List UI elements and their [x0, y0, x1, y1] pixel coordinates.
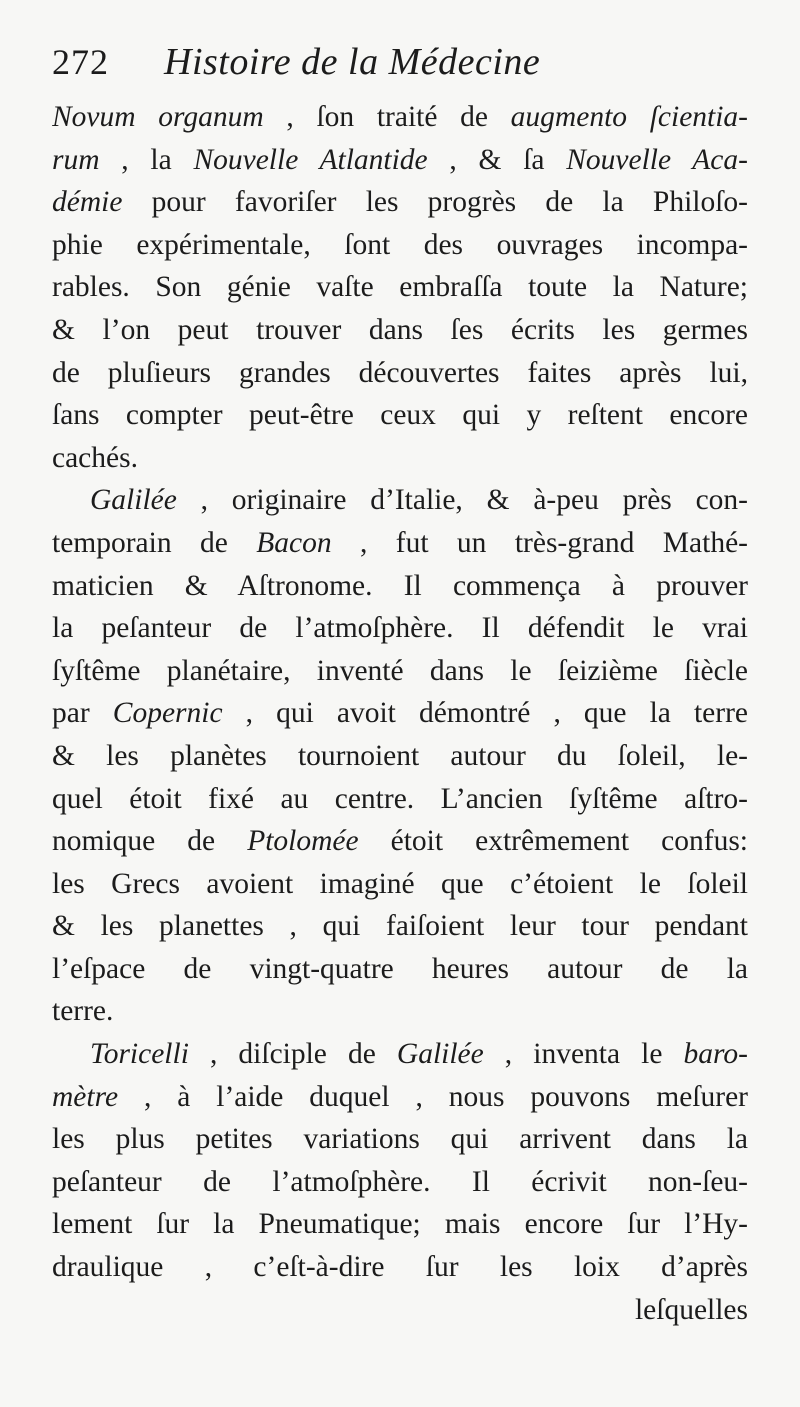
text-fragment: leſquelles: [634, 1293, 748, 1326]
text-fragment: & les planètes tournoient autour du ſoleil, le-: [52, 739, 748, 772]
italic-text: Nouvelle Atlantide: [193, 143, 428, 176]
italic-text: Copernic: [112, 697, 223, 730]
italic-text: rum: [52, 143, 100, 176]
text-fragment: quel étoit fixé au centre. L’ancien ſyſtême aſtro-: [52, 782, 748, 815]
text-line: [52, 905, 748, 948]
text-line: [52, 990, 748, 1033]
text-fragment: de pluſieurs grandes découvertes faites après lui,: [52, 356, 748, 389]
text-fragment: & les planettes , qui faiſoient leur tour pendant: [52, 910, 748, 943]
text-fragment: les plus petites variations qui arrivent dans la: [52, 1123, 748, 1156]
running-title: Histoire de la Médecine: [164, 41, 541, 83]
text-fragment: maticien & Aſtronome. Il commença à prouver: [52, 569, 748, 602]
italic-text: augmento ſcientia-: [510, 101, 748, 133]
italic-text: mètre: [52, 1080, 119, 1113]
text-fragment: , originaire d’Italie, & à-peu près con-: [176, 484, 748, 517]
italic-text: Toricelli: [90, 1038, 189, 1071]
text-line: [52, 1118, 748, 1161]
text-line: [52, 1033, 748, 1076]
text-line: [52, 437, 748, 480]
text-fragment: temporain de: [52, 526, 257, 559]
text-fragment: étoit extrêmement confus:: [358, 825, 748, 858]
text-line: [52, 394, 748, 437]
text-line: [52, 692, 748, 735]
page-number: 272: [52, 42, 109, 82]
text-line: [52, 1076, 748, 1119]
text-fragment: , la: [99, 143, 194, 176]
text-line: [52, 1203, 748, 1246]
text-fragment: , ſon traité de: [263, 101, 511, 133]
text-fragment: phie expérimentale, ſont des ouvrages incompa-: [52, 228, 748, 261]
text-fragment: cachés.: [52, 441, 138, 474]
body-text: [52, 96, 748, 1331]
text-line: [52, 1161, 748, 1204]
text-fragment: lement ſur la Pneumatique; mais encore ſur l’Hy-: [52, 1208, 748, 1241]
text-line: [52, 863, 748, 906]
text-line: [52, 778, 748, 821]
text-line: [52, 479, 748, 522]
text-line: [52, 820, 748, 863]
text-line: [52, 309, 748, 352]
italic-text: Nouvelle Aca-: [566, 143, 748, 176]
text-fragment: , fut un très-grand Mathé-: [331, 526, 748, 559]
text-fragment: terre.: [52, 995, 114, 1028]
catchword: [52, 1289, 748, 1332]
text-fragment: par: [52, 697, 113, 730]
italic-text: Galilée: [396, 1038, 484, 1071]
italic-text: Ptolomée: [247, 825, 359, 858]
text-line: [52, 607, 748, 650]
page-header: [52, 40, 748, 96]
text-fragment: , à l’aide duquel , nous pouvons meſurer: [118, 1080, 748, 1113]
text-fragment: nomique de: [52, 825, 248, 858]
text-line: [52, 224, 748, 267]
text-line: [52, 522, 748, 565]
text-fragment: , diſciple de: [188, 1038, 397, 1071]
text-line: [52, 565, 748, 608]
text-line: [52, 735, 748, 778]
text-line: [52, 352, 748, 395]
italic-text: baro-: [683, 1038, 748, 1071]
text-fragment: ſans compter peut-être ceux qui y reſtent encore: [52, 399, 748, 432]
italic-text: Galilée: [90, 484, 177, 517]
text-fragment: rables. Son génie vaſte embraſſa toute la Nature;: [52, 271, 748, 304]
text-fragment: pour favoriſer les progrès de la Philoſo-: [122, 186, 748, 219]
text-fragment: , & ſa: [427, 143, 567, 176]
text-line: [52, 139, 748, 182]
text-fragment: , qui avoit démontré , que la terre: [222, 697, 748, 730]
italic-text: Novum organum: [52, 101, 264, 133]
italic-text: démie: [52, 186, 123, 219]
text-fragment: ſyſtême planétaire, inventé dans le ſeizième ſiècle: [52, 654, 748, 687]
text-fragment: la peſanteur de l’atmoſphère. Il défendit le vrai: [52, 612, 748, 645]
text-fragment: , inventa le: [483, 1038, 684, 1071]
text-line: [52, 650, 748, 693]
text-line: [52, 266, 748, 309]
text-fragment: peſanteur de l’atmoſphère. Il écrivit non-ſeu-: [52, 1165, 748, 1198]
text-line: [52, 181, 748, 224]
text-fragment: & l’on peut trouver dans ſes écrits les germes: [52, 313, 748, 346]
text-line: [52, 1246, 748, 1289]
text-line: [52, 96, 748, 139]
text-fragment: draulique , c’eſt-à-dire ſur les loix d’après: [52, 1251, 748, 1284]
text-fragment: l’eſpace de vingt-quatre heures autour de la: [52, 952, 748, 985]
text-line: [52, 948, 748, 991]
text-fragment: les Grecs avoient imaginé que c’étoient le ſoleil: [52, 867, 748, 900]
italic-text: Bacon: [256, 526, 332, 559]
